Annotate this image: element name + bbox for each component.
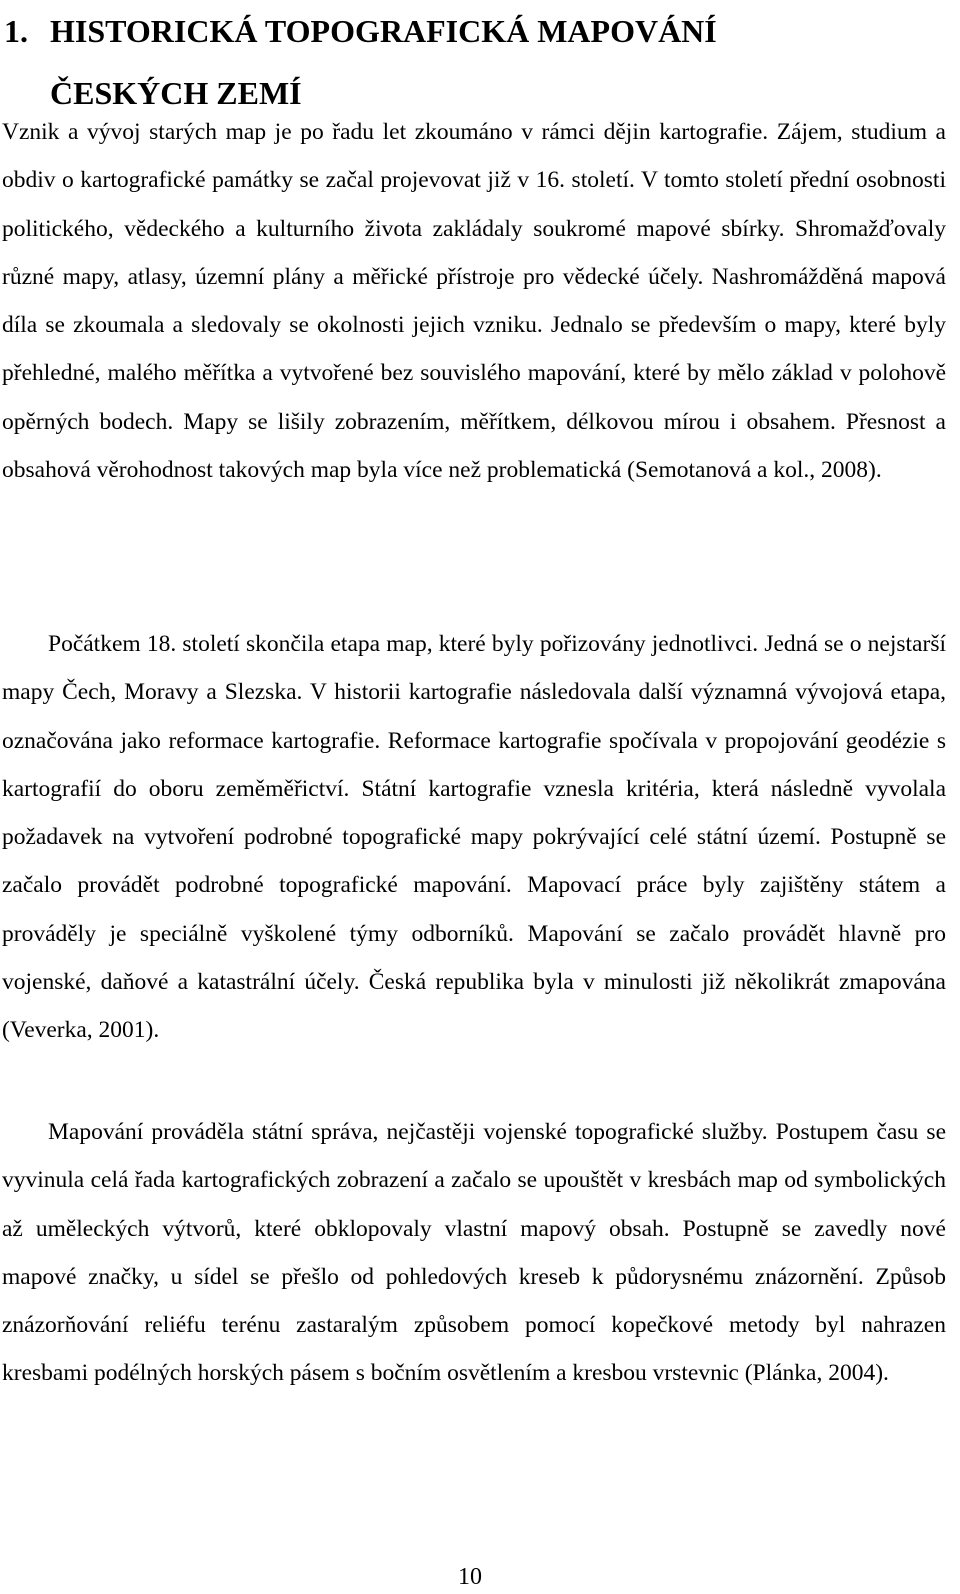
chapter-heading [4,0,954,124]
chapter-title-line-2: ČESKÝCH ZEMÍ [50,75,302,111]
chapter-title-line-1: HISTORICKÁ TOPOGRAFICKÁ MAPOVÁNÍ [50,13,717,49]
page-number: 10 [458,1564,482,1590]
paragraph-2-text: Počátkem 18. století skončila etapa map, které byly pořizovány jednotlivci. Jedná se o nejstarší mapy Čech, Moravy a Slezska. V historii kartografie následovala další významná vývojová etapa, označována jako reformace kartografie. Reformace kartografie spočívala v propojování geodézie s kartografií do oboru zeměměřictví. Státní kartografie vznesla kritéria, která následně vyvolala požadavek na vytvoření podrobné topografické mapy pokrývající celé státní území. Postupně se začalo provádět podrobné topografické mapování. Mapovací práce byly zajištěny státem a prováděly je speciálně vyškolené týmy odborníků. Mapování se začalo provádět hlavně pro vojenské, daňové a katastrální účely. Česká republika byla v minulosti již několikrát zmapována (Veverka, 2001). [2,631,946,1044]
paragraph-1 [2,108,946,494]
paragraph-1-text: Vznik a vývoj starých map je po řadu let zkoumáno v rámci dějin kartografie. Zájem, studium a obdiv o kartografické památky se začal projevovat již v 16. století. V tomto století přední osobnosti politického, vědeckého a kulturního života zakládaly soukromé mapové sbírky. Shromažďovaly různé mapy, atlasy, územní plány a měřické přístroje pro vědecké účely. Nashromážděná mapová díla se zkoumala a sledovaly se okolnosti jejich vzniku. Jednalo se především o mapy, které byly přehledné, malého měřítka a vytvořené bez souvislého mapování, které by mělo základ v polohově opěrných bodech. Mapy se lišily zobrazením, měřítkem, délkovou mírou i obsahem. Přesnost a obsahová věrohodnost takových map byla více než problematická (Semotanová a kol., 2008). [2,119,946,484]
paragraph-2 [2,620,946,1055]
chapter-number: 1. [4,13,28,49]
paragraph-3 [2,1108,946,1398]
paragraph-3-text: Mapování prováděla státní správa, nejčastěji vojenské topografické služby. Postupem času se vyvinula celá řada kartografických zobrazení a začalo se upouštět v kresbách map od symbolických až uměleckých výtvorů, které obklopovaly vlastní mapový obsah. Postupně se zavedly nové mapové značky, u sídel se přešlo od pohledových kreseb k půdorysnému znázornění. Způsob znázorňování reliéfu terénu zastaralým způsobem pomocí kopečkové metody byl nahrazen kresbami podélných horských pásem s bočním osvětlením a kresbou vrstevnic (Plánka, 2004). [2,1119,946,1387]
